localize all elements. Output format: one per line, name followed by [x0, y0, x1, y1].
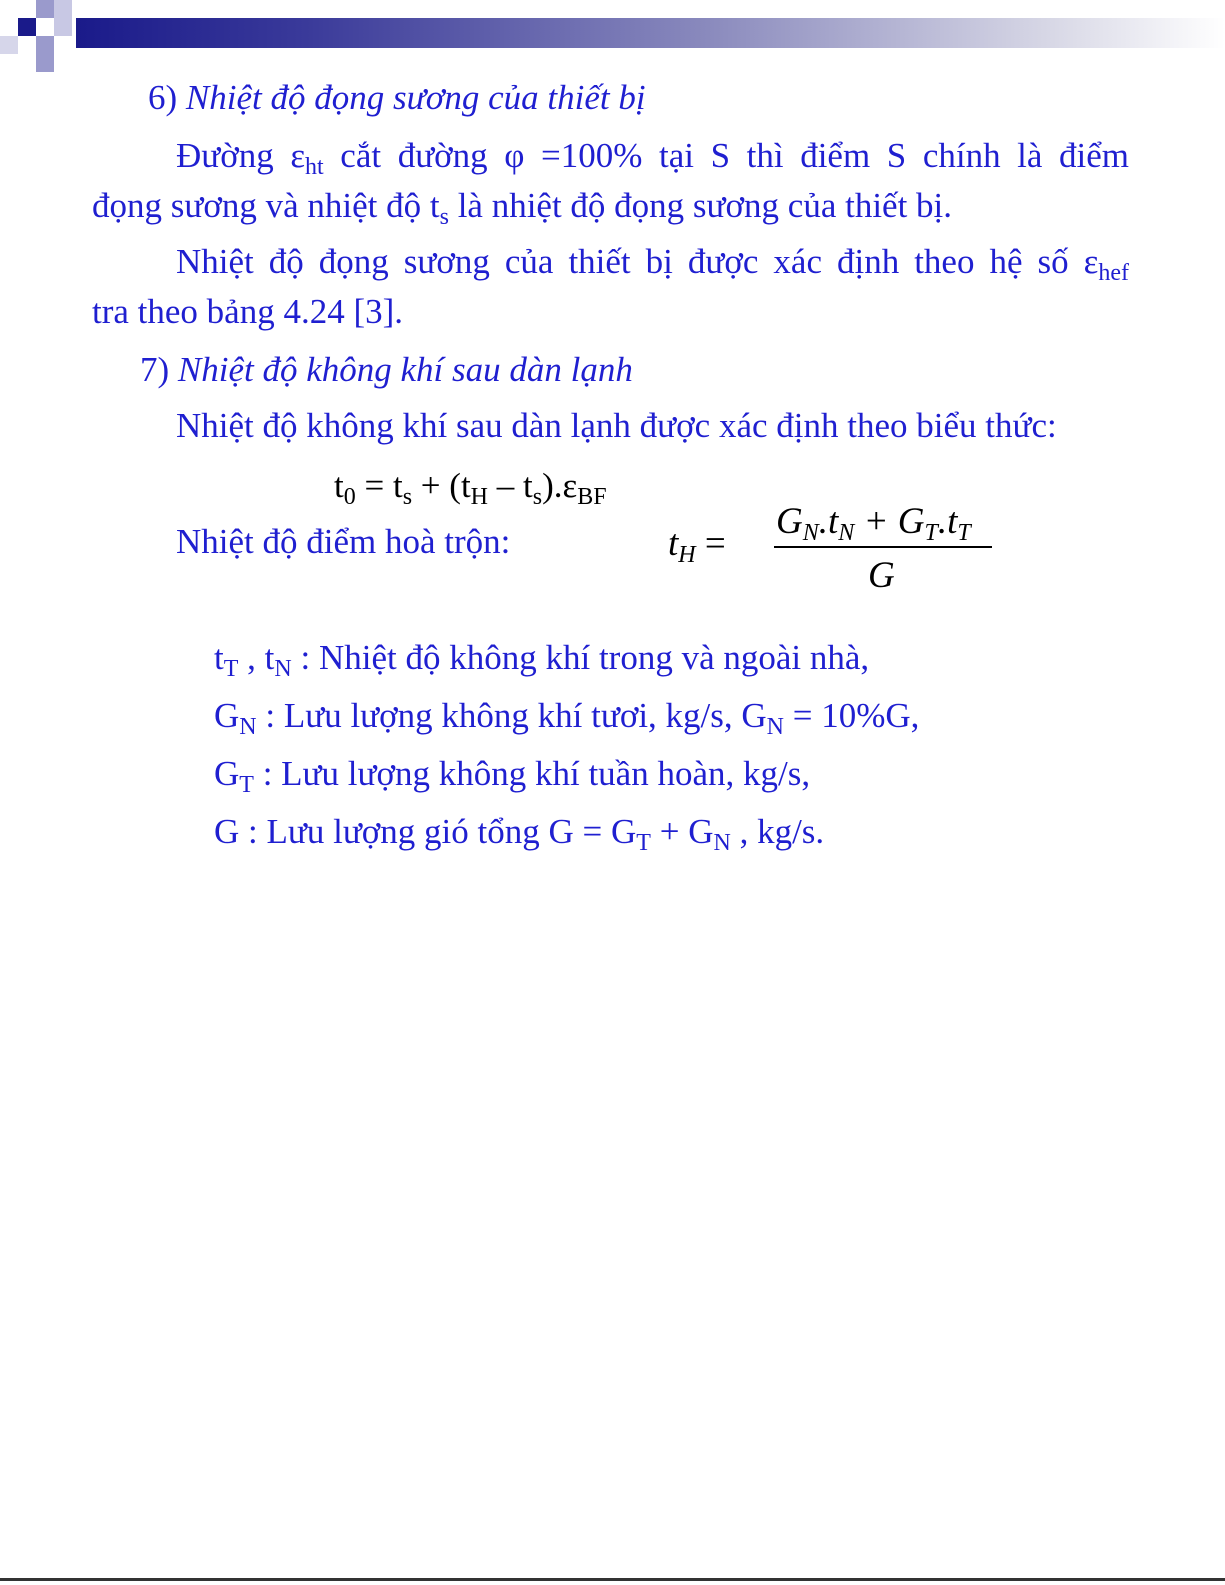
header-gradient-bar: [76, 18, 1225, 48]
heading-6-title: Nhiệt độ đọng sương của thiết bị: [185, 78, 646, 117]
def-total-air: G : Lưu lượng gió tổng $G = G_T + G_N$ , kg/s.: [214, 812, 825, 856]
para2-line1: Nhiệt độ đọng sương của thiết bị được xác định theo hệ số $\varepsilon_{hef}$: [176, 242, 1129, 286]
para1-line2: đọng sương và nhiệt độ $t_s$ là nhiệt độ đọng sương của thiết bị.: [92, 186, 953, 230]
def-fresh-air: $G_N$ : Lưu lượng không khí tươi, kg/s, $G_N = 10\%G$,: [214, 696, 920, 740]
heading-7: 7) Nhiệt độ không khí sau dàn lạnh: [140, 350, 633, 389]
mix-lhs: $t_H$ =: [668, 523, 726, 568]
mix-numerator: $G_N.t_N + G_T.t_T$: [776, 501, 971, 546]
formula-t0: $t_0 = t_s + (t_H - t_s).\varepsilon_{BF}$: [334, 466, 607, 510]
para2-line2: tra theo bảng 4.24 [3].: [92, 292, 404, 331]
mix-denominator: G: [868, 555, 895, 596]
def-recirculated-air: $G_T$ : Lưu lượng không khí tuần hoàn, kg/s,: [214, 754, 811, 798]
para3: Nhiệt độ không khí sau dàn lạnh được xác định theo biểu thức:: [176, 406, 1057, 445]
bottom-rule: [0, 1578, 1225, 1581]
heading-6: 6) Nhiệt độ đọng sương của thiết bị: [148, 78, 646, 117]
heading-7-title: Nhiệt độ không khí sau dàn lạnh: [177, 350, 633, 389]
def-temperatures: $t_T$ , $t_N$ : Nhiệt độ không khí trong và ngoài nhà,: [214, 638, 870, 682]
mix-label: Nhiệt độ điểm hoà trộn:: [176, 522, 511, 561]
para1-line1: Đường $\varepsilon_{ht}$ cắt đường φ =100% tại S thì điểm S chính là điểm: [176, 136, 1129, 180]
fraction-bar: [774, 546, 992, 548]
